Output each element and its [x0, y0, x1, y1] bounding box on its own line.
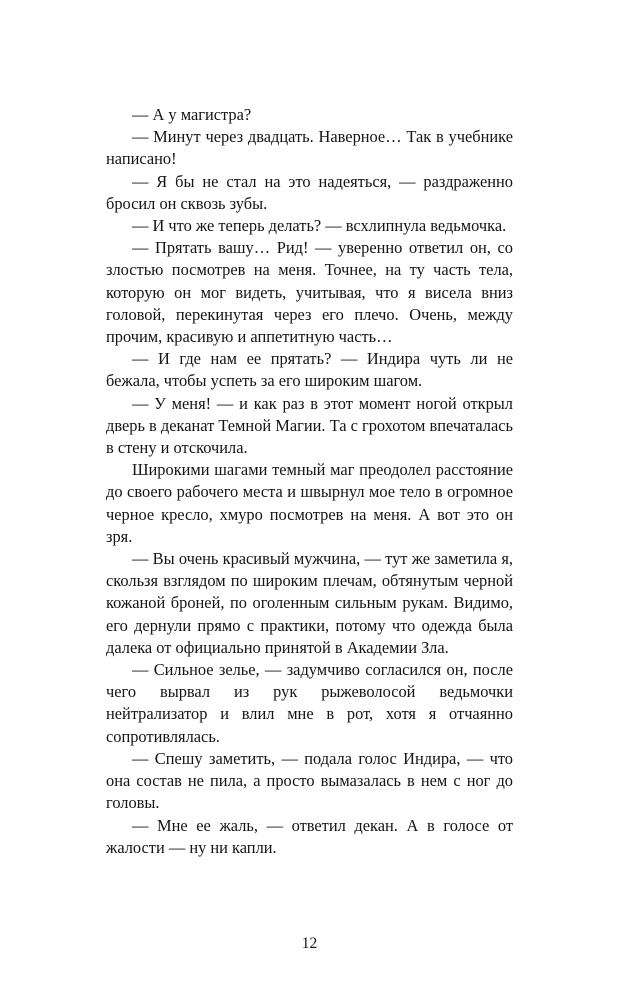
- paragraph: — И что же теперь делать? — всхлипнула ведьмочка.: [132, 216, 507, 236]
- paragraph: — И где нам ее прятать? — Индира чуть ли не бежала, чтобы успеть за его широким шагом.: [106, 349, 513, 391]
- paragraph: — Я бы не стал на это надеяться, — раздраженно бросил он сквозь зубы.: [106, 171, 513, 213]
- paragraph: — Спешу заметить, — подала голос Индира, — что она состав не пила, а просто вымазалась в нем с ног до головы.: [106, 748, 513, 813]
- paragraph: — А у магистра?: [132, 105, 252, 124]
- page-body-text: [106, 104, 513, 859]
- paragraph: — Минут через двадцать. Наверное… Так в учебнике написано!: [106, 127, 513, 169]
- paragraph: Широкими шагами темный маг преодолел расстояние до своего рабочего места и швырнул мое тело в огромное черное кресло, хмуро посмотрев на меня. А вот это он зря.: [106, 460, 513, 546]
- paragraph: — Прятать вашу… Рид! — уверенно ответил он, со злостью посмотрев на меня. Точнее, на ту часть тела, которую он мог видеть, учитывая, что я висела вниз головой, перекинутая через его плечо. Очень, между прочим, красивую и аппетитную часть…: [106, 238, 513, 347]
- paragraph: — У меня! — и как раз в этот момент ногой открыл дверь в деканат Темной Магии. Та с грохотом впечаталась в стену и отскочила.: [106, 393, 513, 458]
- paragraph: — Мне ее жаль, — ответил декан. А в голосе от жалости — ну ни капли.: [106, 815, 513, 857]
- paragraph: — Вы очень красивый мужчина, — тут же заметила я, скользя взглядом по широким плечам, обтянутым черной кожаной броней, по оголенным сильным рукам. Видимо, его дернули прямо с практики, потому что одежда была далека от официально принятой в Академии Зла.: [106, 549, 513, 657]
- paragraph: — Сильное зелье, — задумчиво согласился он, после чего вырвал из рук рыжеволосой ведьмочки нейтрализатор и влил мне в рот, хотя я отчаянно сопротивлялась.: [106, 660, 513, 746]
- page-number: 12: [301, 935, 318, 952]
